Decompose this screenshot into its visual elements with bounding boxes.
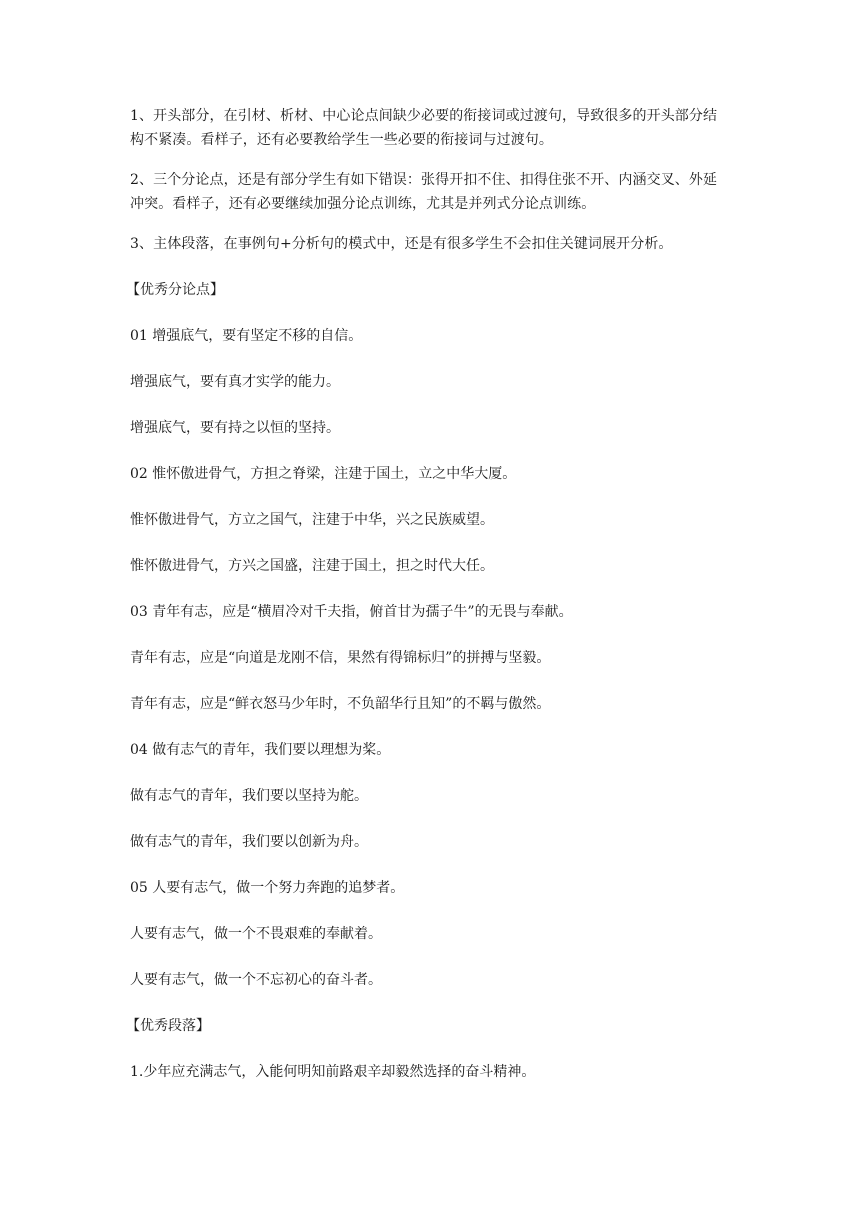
fenlundian-line: 做有志气的青年，我们要以坚持为舵。 bbox=[130, 788, 368, 804]
intro-paragraph-3: 3、主体段落，在事例句+分析句的模式中，还是有很多学生不会扣住关键词展开分析。 bbox=[130, 236, 673, 252]
section-heading-fenlundian: 【优秀分论点】 bbox=[126, 282, 224, 298]
fenlundian-line: 01 增强底气，要有坚定不移的自信。 bbox=[130, 328, 363, 344]
section-heading-duanluo: 【优秀段落】 bbox=[126, 1018, 210, 1034]
fenlundian-line: 04 做有志气的青年，我们要以理想为桨。 bbox=[130, 742, 391, 758]
duanluo-line: 1.少年应充满志气，入能何明知前路艰辛却毅然选择的奋斗精神。 bbox=[130, 1064, 536, 1080]
fenlundian-line: 做有志气的青年，我们要以创新为舟。 bbox=[130, 834, 368, 850]
intro-paragraph-2: 2、三个分论点，还是有部分学生有如下错误：张得开扣不住、扣得住张不开、内涵交叉、外延冲突。看样子，还有必要继续加强分论点训练，尤其是并列式分论点训练。 bbox=[130, 172, 718, 212]
fenlundian-line: 惟怀傲进骨气，方兴之国盛，注建于国土，担之时代大任。 bbox=[130, 558, 494, 574]
fenlundian-line: 02 惟怀傲进骨气，方担之脊梁，注建于国土，立之中华大厦。 bbox=[130, 466, 517, 482]
fenlundian-line: 青年有志，应是“鲜衣怒马少年时，不负韶华行且知”的不羁与傲然。 bbox=[130, 696, 551, 712]
fenlundian-line: 增强底气，要有持之以恒的坚持。 bbox=[130, 420, 340, 436]
fenlundian-line: 惟怀傲进骨气，方立之国气，注建于中华，兴之民族威望。 bbox=[130, 512, 494, 528]
fenlundian-line: 03 青年有志，应是“横眉冷对千夫指，俯首甘为孺子牛”的无畏与奉献。 bbox=[130, 604, 573, 620]
document-body bbox=[126, 104, 730, 1106]
fenlundian-line: 青年有志，应是“向道是龙刚不信，果然有得锦标归”的拼搏与坚毅。 bbox=[130, 650, 551, 666]
fenlundian-line: 05 人要有志气，做一个努力奔跑的追梦者。 bbox=[130, 880, 405, 896]
fenlundian-line: 人要有志气，做一个不畏艰难的奉献着。 bbox=[130, 926, 382, 942]
fenlundian-line: 增强底气，要有真才实学的能力。 bbox=[130, 374, 340, 390]
fenlundian-line: 人要有志气，做一个不忘初心的奋斗者。 bbox=[130, 972, 382, 988]
intro-paragraph-1: 1、开头部分，在引材、析材、中心论点间缺少必要的衔接词或过渡句，导致很多的开头部分结构不紧凑。看样子，还有必要教给学生一些必要的衔接词与过渡句。 bbox=[130, 108, 718, 148]
